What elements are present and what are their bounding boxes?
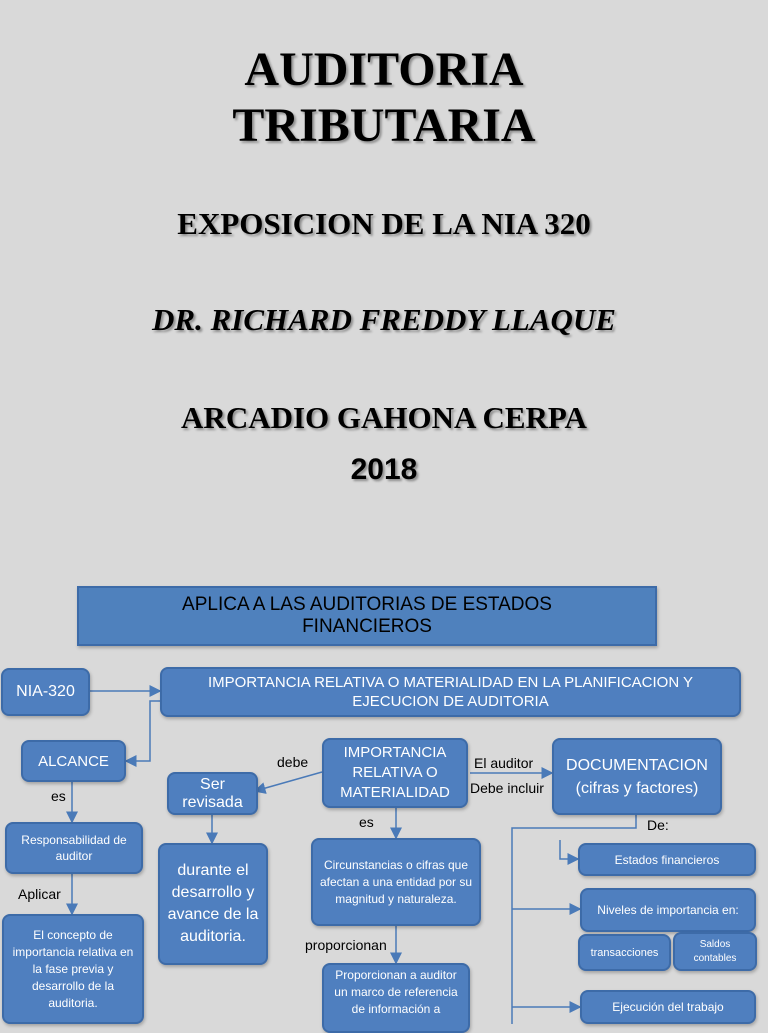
main-title	[0, 42, 768, 154]
alcance-box: ALCANCE	[21, 740, 126, 782]
niveles-box: Niveles de importancia en:	[580, 888, 756, 932]
saldos-box: Saldos contables	[673, 932, 757, 971]
importancia-box: IMPORTANCIA RELATIVA O MATERIALIDAD	[322, 738, 468, 808]
durante-box: durante el desarrollo y avance de la auditoria.	[158, 843, 268, 965]
label-debe: debe	[277, 754, 309, 770]
author-name: ARCADIO GAHONA CERPA	[181, 400, 587, 435]
proporcionan-box: Proporcionan a auditor un marco de referencia de información a	[322, 963, 470, 1033]
estados-financieros-box: Estados financieros	[578, 843, 756, 876]
importance-planning-box: IMPORTANCIA RELATIVA O MATERIALIDAD EN LA PLANIFICACION Y EJECUCION DE AUDITORIA	[160, 667, 741, 717]
arrow-importance-alcance	[126, 701, 160, 761]
responsabilidad-box: Responsabilidad de auditor	[5, 822, 143, 874]
label-proporcionan: proporcionan	[305, 937, 387, 953]
arrow-estados	[560, 840, 578, 859]
doctor-name: DR. RICHARD FREDDY LLAQUE	[152, 302, 616, 337]
label-de: De:	[647, 817, 669, 833]
title-line-1: AUDITORIA	[244, 43, 524, 96]
ser-revisada-box: Ser revisada	[167, 772, 258, 815]
top-banner: APLICA A LAS AUDITORIAS DE ESTADOS FINANCIEROS	[77, 586, 657, 646]
year: 2018	[350, 453, 418, 486]
transacciones-box: transacciones	[578, 934, 671, 971]
ejecucion-box: Ejecución del trabajo	[580, 990, 756, 1024]
nia-320-box: NIA-320	[1, 668, 90, 716]
documentacion-box: DOCUMENTACION (cifras y factores)	[552, 738, 722, 815]
label-es-alcance: es	[51, 788, 66, 804]
subtitle: EXPOSICION DE LA NIA 320	[177, 206, 591, 241]
label-el-auditor: El auditor	[474, 755, 534, 771]
label-debe-incluir: Debe incluir	[470, 780, 544, 796]
concepto-box: El concepto de importancia relativa en la fase previa y desarrollo de la auditoria.	[2, 914, 144, 1024]
label-aplicar: Aplicar	[18, 886, 61, 902]
title-line-2: TRIBUTARIA	[232, 99, 536, 152]
arrow-debe	[255, 772, 322, 791]
circunstancias-box: Circunstancias o cifras que afectan a una entidad por su magnitud y naturaleza.	[311, 838, 481, 926]
label-es-importancia: es	[359, 814, 374, 830]
